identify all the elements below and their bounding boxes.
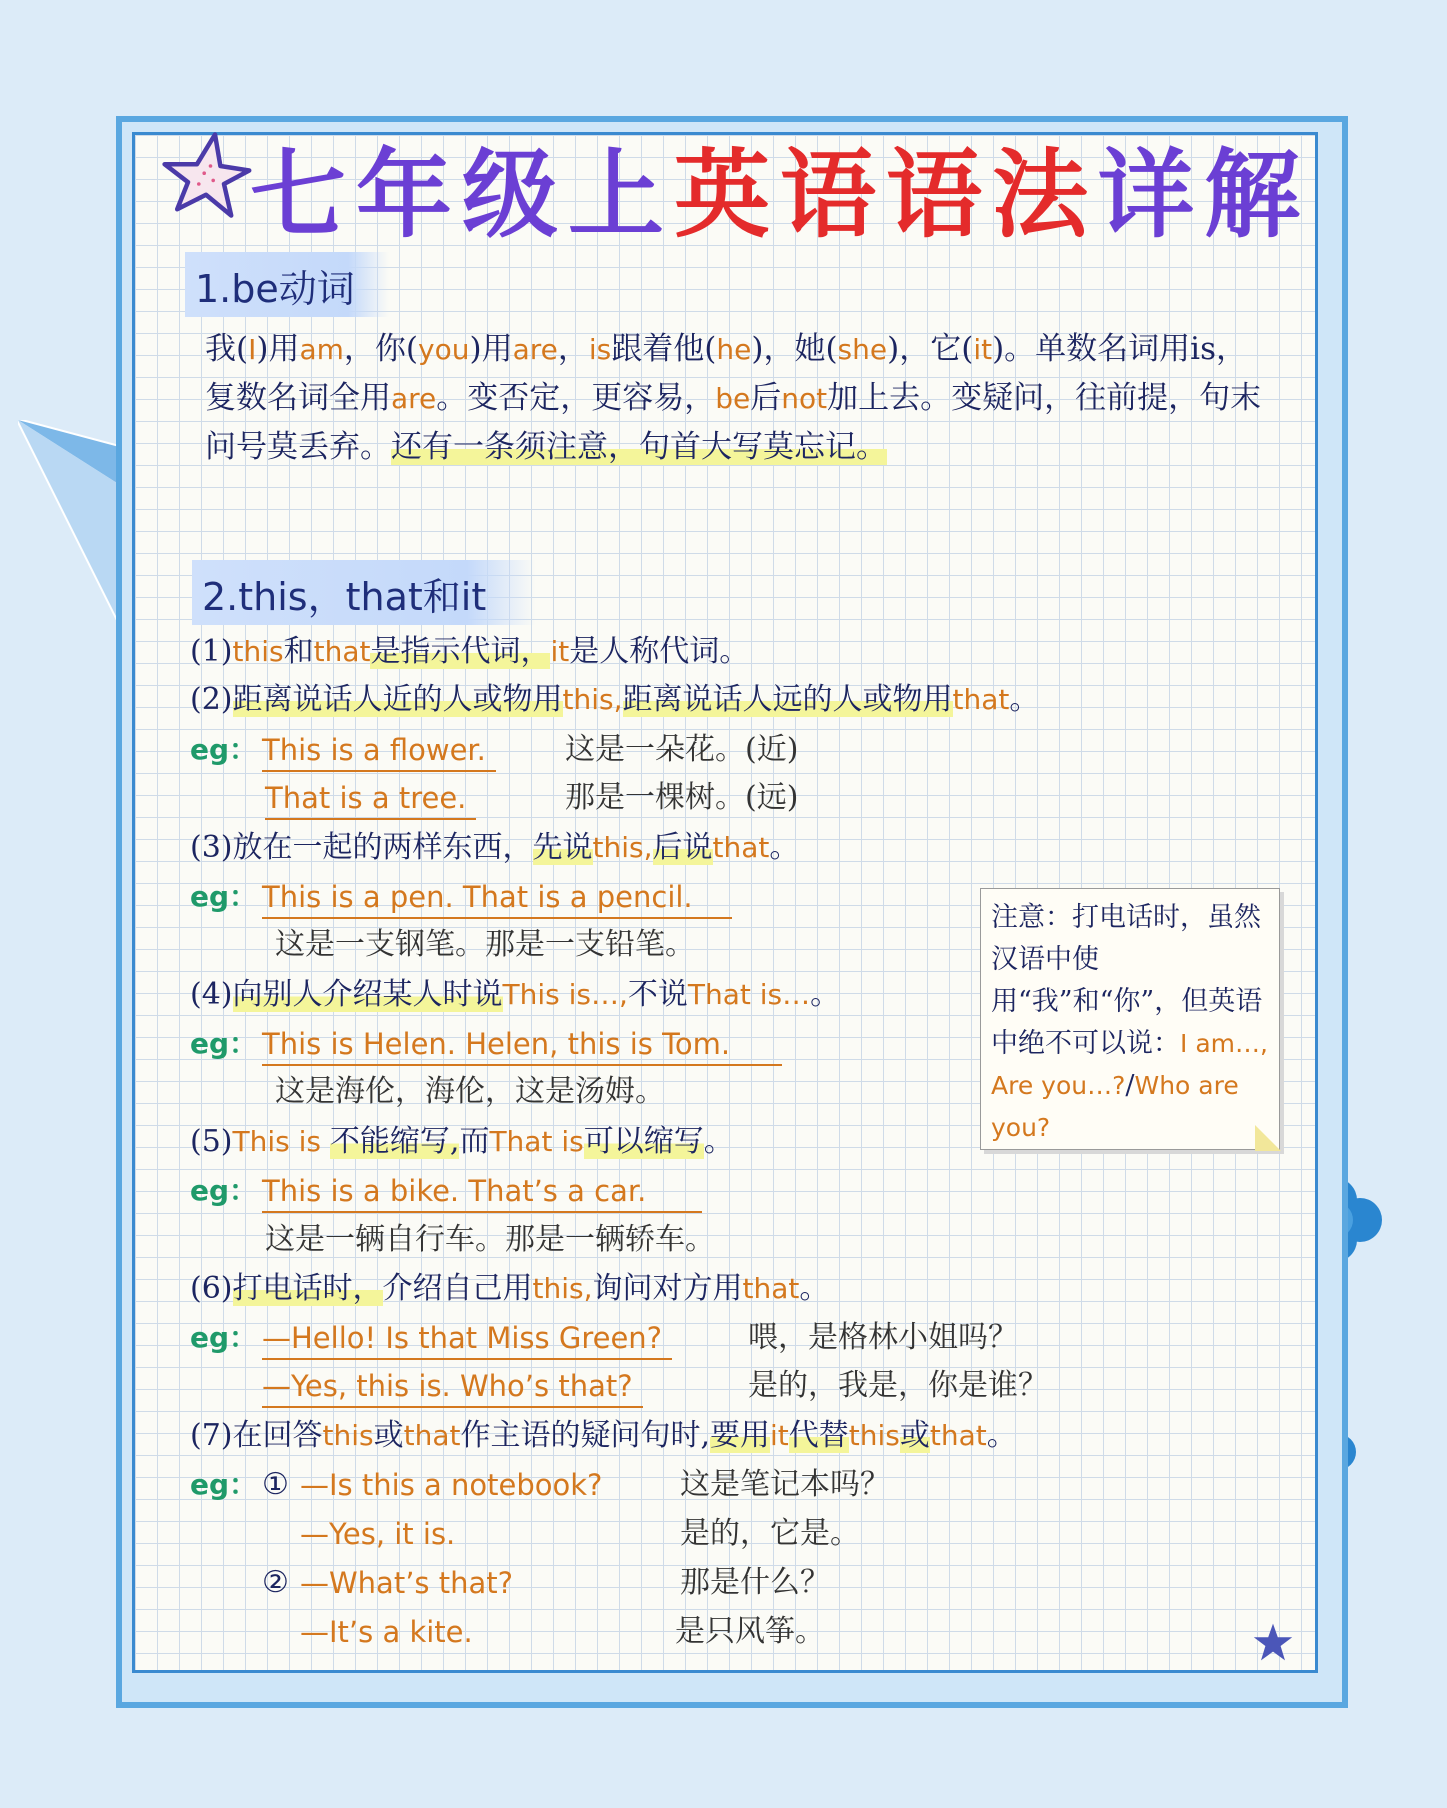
text-run: 或 [373,1418,404,1453]
title-part-1: 七年级上 [250,139,674,251]
text-run: 。 [769,830,800,865]
example-cn: 是只风筝。 [675,1614,825,1649]
text-run: this [322,1419,374,1452]
note-fold [1255,1125,1281,1151]
example-cn: 这是一朵花。(近) [565,732,799,767]
text-run: 加上去。变疑问，往前提，句末问号莫丢弃。 [205,380,1262,465]
text-run: 向别人介绍某人时说 [232,977,503,1012]
text-run: it [770,1419,789,1452]
text-run: is [588,333,612,366]
rule-6 [190,1269,829,1309]
example-cn: 这是笔记本吗？ [680,1467,890,1502]
text-run: I am…, Are you…? [991,1029,1268,1100]
example-cn: 是的，我是，你是谁？ [748,1368,1048,1403]
text-run: it [973,333,993,366]
text-run: (5) [190,1124,233,1159]
eg-label: eg： [190,880,258,913]
text-run: 。变否定，更容易， [436,380,716,416]
text-run: you [418,333,470,366]
text-run: 距离说话人近的人或物用 [232,682,563,717]
section-heading-this-that-it: 2.this，that和it [192,560,536,625]
text-run: 注意：打电话时，虽然汉语中使用“我”和“你”，但英语中绝不可以说： [991,902,1263,1059]
text-run: 还有一条须注意，句首大写莫忘记。 [391,429,887,465]
text-run: (3)放在一起的两样东西， [190,830,533,865]
text-run: 。 [810,977,841,1012]
example-en: This is Helen. Helen, this is Tom. [262,1024,782,1066]
text-run: 先说 [532,830,593,865]
rule-3 [190,828,799,868]
example-cn: 那是一棵树。(远) [565,780,799,815]
text-run: (7)在回答 [190,1418,323,1453]
example-en: This is a pen. That is a pencil. [262,877,732,919]
text-run: he [716,333,752,366]
text-run: 打电话时， [232,1271,383,1306]
example-en: This is a bike. That’s a car. [262,1171,702,1213]
text-run: ， [557,331,589,367]
section-heading-be-verb: 1.be动词 [185,252,389,317]
rule-7 [190,1416,1017,1456]
text-run: (6) [190,1271,233,1306]
text-run: (1) [190,634,233,669]
note-text [991,902,1268,1143]
text-run: )用 [469,331,513,367]
text-run: 后说 [652,830,713,865]
example-cn: 喂，是格林小姐吗？ [748,1320,1018,1355]
example-en: —It’s a kite. [300,1615,473,1649]
example-cn: 这是一支钢笔。那是一支铅笔。 [275,927,695,962]
text-run: 。 [799,1271,830,1306]
text-run: that [952,683,1010,716]
rule-2 [190,680,1039,720]
text-run: That is… [687,978,811,1011]
text-run: 和 [283,634,314,669]
text-run: that [929,1419,987,1452]
text-run: 。 [1009,682,1040,717]
eg-label: eg： [190,1174,258,1207]
text-run: this, [532,1272,593,1305]
text-run: 可以缩写 [583,1124,704,1159]
be-verb-paragraph [205,325,1265,472]
title-part-3: 详解 [1098,139,1310,251]
example-number: ① [262,1467,289,1502]
text-run: are [512,333,558,366]
text-run: That is [489,1125,584,1158]
text-run: Who are you? [991,1071,1239,1142]
text-run: 而 [459,1124,490,1159]
eg-label: eg： [190,1321,258,1354]
text-run: 要用 [710,1418,771,1453]
text-run: (4) [190,977,233,1012]
text-run: 或 [899,1418,930,1453]
text-run: ，你( [343,331,419,367]
text-run: This is [232,1125,330,1158]
text-run: she [837,333,888,366]
eg-label: eg： [190,733,258,766]
text-run: this, [562,683,623,716]
example-cn: 是的，它是。 [680,1516,860,1551]
text-run: 我( [205,331,249,367]
example-cn: 这是海伦，海伦，这是汤姆。 [275,1074,665,1109]
sticky-note [980,888,1280,1150]
example-en: —What’s that? [300,1566,514,1600]
text-run: / [1125,1070,1135,1101]
text-run: that [403,1419,461,1452]
rule-4 [190,975,840,1015]
text-run: that [712,831,770,864]
example-en: This is a flower. [262,730,496,772]
text-run: 是人称代词。 [569,634,750,669]
eg-label: eg： [190,1468,258,1501]
text-run: 介绍自己用 [382,1271,533,1306]
text-run: This is…, [502,978,628,1011]
example-en: —Yes, this is. Who’s that? [262,1366,643,1408]
text-run: (2) [190,682,233,717]
rule-5 [190,1122,734,1162]
text-run: )，她( [751,331,838,367]
example-en: That is a tree. [265,778,476,820]
text-run: 。 [986,1418,1017,1453]
example-en: —Hello! Is that Miss Green? [262,1318,672,1360]
example-cn: 那是什么？ [680,1565,830,1600]
example-en: —Yes, it is. [300,1517,456,1551]
text-run: not [781,382,828,415]
text-run: 。 [703,1124,734,1159]
text-run: 不能缩写, [329,1124,460,1159]
title-part-2: 英语语法 [674,139,1098,251]
text-run: that [313,635,371,668]
text-run: 询问对方用 [592,1271,743,1306]
text-run: this [232,635,284,668]
star-icon [1252,1622,1294,1662]
text-run: 距离说话人远的人或物用 [622,682,953,717]
text-run: 代替 [788,1418,849,1453]
text-run: )，它( [887,331,974,367]
text-run: this, [592,831,653,864]
text-run: am [299,333,344,366]
eg-label: eg： [190,1027,258,1060]
text-run: 后 [750,380,782,416]
text-run: 跟着他( [611,331,717,367]
text-run: that [742,1272,800,1305]
page-title [250,140,1310,250]
text-run: 作主语的疑问句时, [460,1418,711,1453]
text-run: )用 [256,331,300,367]
star-icon [160,130,252,220]
text-run: 是指示代词， [370,634,551,669]
text-run: I [248,333,257,366]
example-cn: 这是一辆自行车。那是一辆轿车。 [265,1222,715,1257]
text-run: be [715,382,751,415]
text-run: 不说 [627,977,688,1012]
example-number: ② [262,1565,289,1600]
rule-1 [190,632,749,672]
example-en: —Is this a notebook? [300,1468,603,1502]
text-run: )。单数名词用is，复数名词全用 [205,331,1247,416]
text-run: this [848,1419,900,1452]
text-run: it [550,635,570,668]
text-run: are [391,382,437,415]
